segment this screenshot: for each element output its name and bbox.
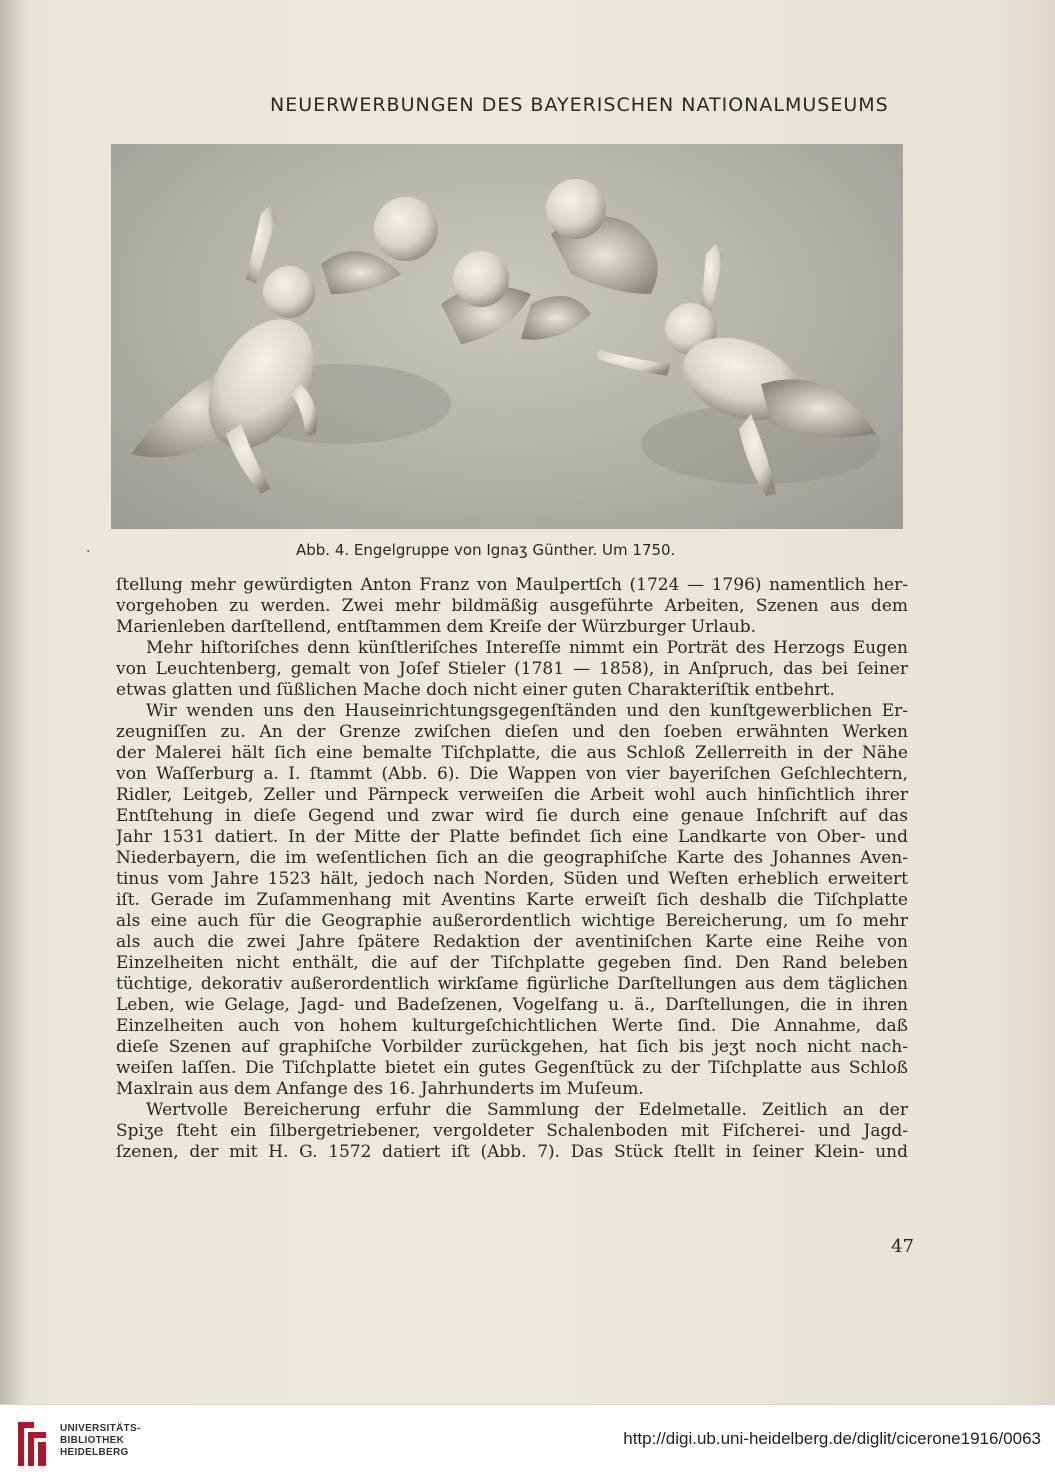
text-line: von Waſſerburg a. I. ſtammt (Abb. 6). Die Wappen von vier bayeriſchen Geſchlechtern,	[116, 764, 908, 784]
text-line: Mehr hiſtoriſches denn künſtleriſches Intereſſe nimmt ein Porträt des Herzogs Eugen	[146, 638, 908, 658]
text-line: Jahr 1531 datiert. In der Mitte der Platte befindet ſich eine Landkarte von Ober- und	[116, 827, 908, 847]
text-line: Niederbayern, die im weſentlichen ſich an die geographiſche Karte des Johannes Aven-	[116, 848, 908, 868]
text-line: Leben, wie Gelage, Jagd- und Badeſzenen, Vogelfang u. ä., Darſtellungen, die in ihren	[116, 995, 908, 1015]
text-line: der Malerei hält ſich eine bemalte Tiſchplatte, die aus Schloß Zellerreith in der Nähe	[116, 743, 908, 763]
page-number: 47	[891, 1236, 914, 1257]
text-line: tinus vom Jahre 1523 hält, jedoch nach Norden, Süden und Weſten erheblich erweitert	[116, 869, 908, 889]
text-line: Marienleben darſtellend, entſtammen dem Kreiſe der Würzburger Urlaub.	[116, 617, 757, 637]
text-line: Einzelheiten nicht enthält, die auf der Tiſchplatte gegeben ſind. Den Rand beleben	[116, 953, 908, 973]
library-name-line: BIBLIOTHEK	[60, 1435, 125, 1446]
text-line: zeugniſſen zu. An der Grenze zwiſchen dieſen und den ſoeben erwähnten Werken	[116, 722, 908, 742]
text-line: ſtellung mehr gewürdigten Anton Franz von Maulpertſch (1724 — 1796) namentlich her-	[116, 575, 908, 595]
text-line: tüchtige, dekorativ außerordentlich wirkſame figürliche Darſtellungen aus dem täglichen	[116, 974, 908, 994]
text-line: iſt. Gerade im Zuſammenhang mit Aventins Karte erweiſt ſich deshalb die Tiſchplatte	[116, 890, 908, 910]
text-line: ſzenen, der mit H. G. 1572 datiert iſt (Abb. 7). Das Stück ſtellt in ſeiner Klein- und	[116, 1142, 908, 1162]
text-line: von Leuchtenberg, gemalt von Joſef Stieler (1781 — 1858), in Anſpruch, das bei ſeiner	[116, 659, 908, 679]
spine-shadow	[0, 0, 26, 1404]
text-line: Spiʒe ſteht ein ſilbergetriebener, vergoldeter Schalenboden mit Fiſcherei- und Jagd-	[116, 1121, 908, 1141]
university-library-logo-icon	[14, 1420, 50, 1468]
text-line: etwas glatten und ſüßlichen Mache doch nicht einer guten Charakteriſtik entbehrt.	[116, 680, 835, 700]
text-line: vorgehoben zu werden. Zwei mehr bildmäßig ausgeführte Arbeiten, Szenen aus dem	[116, 596, 908, 616]
text-line: Wertvolle Bereicherung erfuhr die Sammlung der Edelmetalle. Zeitlich an der	[146, 1100, 908, 1120]
text-line: Ridler, Leitgeb, Zeller und Pärnpeck verweiſen die Arbeit wohl auch hinſichtlich ihrer	[116, 785, 908, 805]
figure-caption: Abb. 4. Engelgruppe von Ignaʒ Günther. Um 1750.	[296, 541, 676, 559]
text-line: als auch die zwei Jahre ſpätere Redaktion der aventiniſchen Karte eine Reihe von	[116, 932, 908, 952]
text-line: Maxlrain aus dem Anfange des 16. Jahrhunderts im Muſeum.	[116, 1079, 644, 1099]
library-name-line: UNIVERSITÄTS-	[60, 1423, 141, 1434]
text-line: weiſen laſſen. Die Tiſchplatte bietet ein gutes Gegenſtück zu der Tiſchplatte aus Schloß	[116, 1058, 908, 1078]
text-line: Wir wenden uns den Hauseinrichtungsgegenſtänden und den kunſtgewerblichen Er-	[146, 701, 908, 721]
library-name	[60, 1423, 141, 1459]
running-head: NEUERWERBUNGEN DES BAYERISCHEN NATIONALMUSEUMS	[270, 94, 889, 116]
text-line: Entſtehung in dieſe Gegend und zwar wird ſie durch eine genaue Inſchrift auf das	[116, 806, 908, 826]
angel-group-photo-icon	[111, 144, 903, 529]
body-text	[116, 575, 908, 1163]
caption-dot: ·	[86, 544, 91, 560]
permalink-url[interactable]: http://digi.ub.uni-heidelberg.de/diglit/cicerone1916/0063	[623, 1429, 1041, 1448]
library-footer	[0, 1404, 1055, 1481]
library-name-line: HEIDELBERG	[60, 1447, 129, 1458]
text-line: als eine auch für die Geographie außerordentlich wichtige Bereicherung, um ſo mehr	[116, 911, 908, 931]
text-line: Einzelheiten auch von hohem kulturgeſchichtlichen Werte ſind. Die Annahme, daß	[116, 1016, 908, 1036]
text-line: dieſe Szenen auf graphiſche Vorbilder zurückgehen, hat ſich bis jeʒt noch nicht nach-	[116, 1037, 908, 1057]
angel-group-photo	[111, 144, 903, 529]
